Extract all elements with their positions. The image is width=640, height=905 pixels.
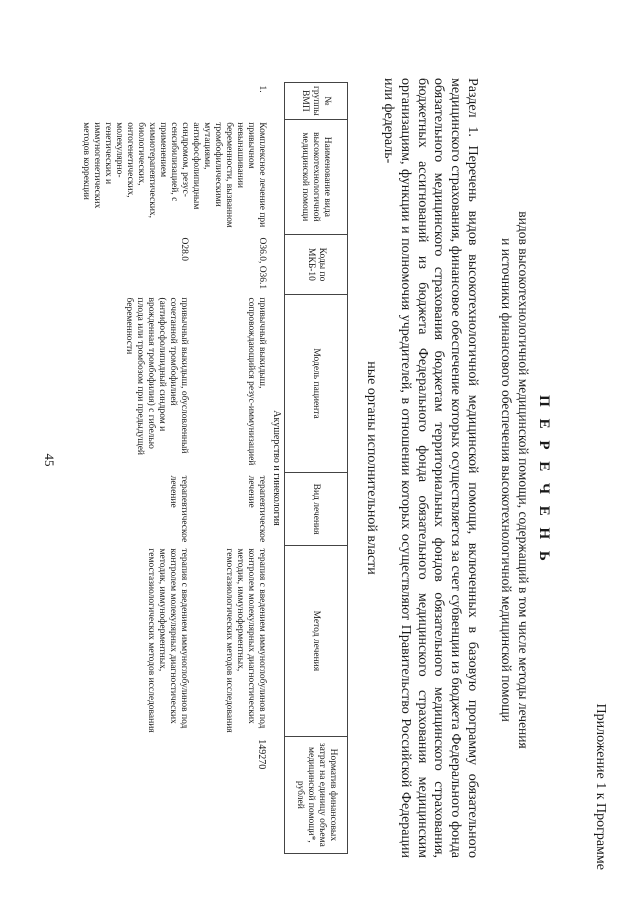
icd-codes: O36.0, O36.1 — [257, 237, 267, 290]
section-paragraph-end: ные органы исполнительной власти — [364, 361, 380, 575]
table-row — [191, 83, 269, 854]
vmp-name: Комплексное лечение при привычном невынашивании беременности, вызванном тромбофилическими мутациями, антифосфолипидным синдромом, резус-сенсибилизацией, с применением химиотерапевтических, биологических, онтогенетических, молекулярно-генетических и иммуногенетических методов коррекции — [81, 122, 267, 228]
header-group-no: № группы ВМП — [285, 83, 348, 120]
treatment-method: терапия с введением иммуноглобулинов под контролем молекулярных диагностических методик, иммуноферментных, гемостазиологических методов исследования — [224, 548, 267, 733]
header-cost-norm: Норматив финансовых затрат на единицу объема медицинской помощи*, рублей — [285, 736, 348, 853]
page-number: 45 — [42, 453, 57, 467]
document-title: П Е Р Е Ч Е Н Ь — [536, 395, 552, 565]
group-number: 1. — [257, 85, 267, 93]
subtitle-line: видов высокотехнологичной медицинской помощи, содержащий в том числе методы лечения — [516, 211, 531, 749]
section-paragraph: Раздел 1. Перечень видов высокотехнологичной медицинской помощи, включенных в базовую программу обязательного медицинского страхования, финансовое обеспечение которых осуществляется за счет субвенции из бюджета Федерального фонда обязательного медицинского страхования бюджетам территориальных фондов обязательного медицинского страхования, бюджетных ассигнований из бюджета Федерального фонда обязательного медицинского страхования медицинским организациям, функции и полномочия учредителей, в отношении которых осуществляют Правительство Российской Федерации или федераль- — [381, 78, 480, 858]
section-heading: Акушерство и гинекология — [271, 410, 282, 526]
header-icd-codes: Коды по МКБ-10 — [285, 234, 348, 294]
table-header-row — [285, 83, 348, 854]
treatment-type: терапевтическое лечение — [168, 475, 190, 543]
header-patient-model: Модель пациента — [285, 295, 348, 473]
header-treatment-method: Метод лечения — [285, 546, 348, 737]
cost-norm: 149270 — [256, 739, 267, 770]
document-subtitle — [498, 130, 532, 830]
header-vmp-name: Наименование вида высокотехнологичной медицинской помощи — [285, 119, 348, 234]
patient-model: привычный выкидыш, сопровождающийся резус-иммунизацией — [246, 297, 267, 466]
header-treatment-type: Вид лечения — [285, 473, 348, 546]
section-description — [362, 78, 480, 858]
treatment-method: терапия с введением иммуноглобулинов под контролем молекулярных диагностических методик, иммуноферментных, гемостазиологических методов исследования — [146, 548, 190, 733]
icd-codes: O28.0 — [179, 237, 190, 261]
appendix-label: Приложение 1 к Программе — [593, 703, 608, 870]
patient-model: привычный выкидыш, обусловленный сочетанной тромбофилией (антифосфолипидный синдром и врожденная тромбофилия) с гибелью плода или тромбозом при предыдущей беременности — [124, 297, 190, 455]
subtitle-line: и источники финансового обеспечения высокотехнологичной медицинской помощи — [499, 238, 514, 722]
treatment-type: терапевтическое лечение — [246, 475, 267, 543]
table-section-row — [269, 83, 285, 854]
vmp-table — [78, 82, 348, 854]
